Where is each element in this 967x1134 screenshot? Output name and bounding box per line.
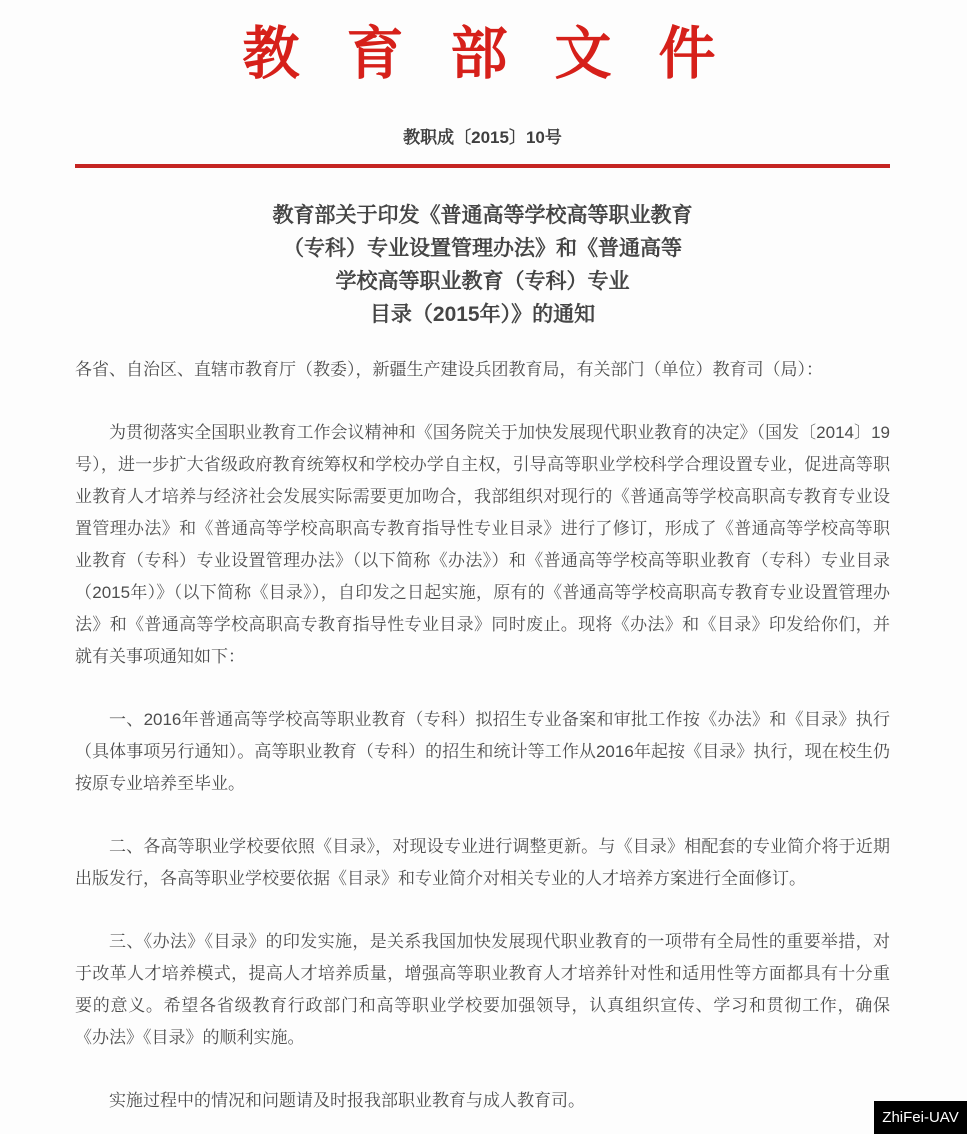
notice-title xyxy=(75,199,890,331)
paragraph-closing: 实施过程中的情况和问题请及时报我部职业教育与成人教育司。 xyxy=(109,1091,585,1110)
paragraph-intro: 为贯彻落实全国职业教育工作会议精神和《国务院关于加快发展现代职业教育的决定》（国发〔2014〕19号），进一步扩大省级政府教育统筹权和学校办学自主权，引导高等职业学校科学合理设置专业，促进高等职业教育人才培养与经济社会发展实际需要更加吻合，我部组织对现行的《普通高等学校高职高专教育专业设置管理办法》和《普通高等学校高职高专教育指导性专业目录》进行了修订，形成了《普通高等学校高等职业教育（专科）专业设置管理办法》（以下简称《办法》）和《普通高等学校高等职业教育（专科）专业目录（2015年）》（以下简称《目录》），自印发之日起实施，原有的《普通高等学校高职高专教育专业设置管理办法》和《普通高等学校高职高专教育指导性专业目录》同时废止。现将《办法》和《目录》印发给你们，并就有关事项通知如下： xyxy=(75,423,890,666)
watermark-badge: ZhiFei-UAV xyxy=(874,1101,967,1134)
red-divider xyxy=(75,164,890,168)
paragraph-item-3: 三、《办法》《目录》的印发实施，是关系我国加快发展现代职业教育的一项带有全局性的重要举措，对于改革人才培养模式，提高人才培养质量，增强高等职业教育人才培养针对性和适用性等方面都具有十分重要的意义。希望各省级教育行政部门和高等职业学校要加强领导，认真组织宣传、学习和贯彻工作，确保《办法》《目录》的顺利实施。 xyxy=(75,932,890,1047)
paragraph-item-1: 一、2016年普通高等学校高等职业教育（专科）拟招生专业备案和审批工作按《办法》和《目录》执行（具体事项另行通知）。高等职业教育（专科）的招生和统计等工作从2016年起按《目录》执行，现在校生仍按原专业培养至毕业。 xyxy=(75,710,890,793)
paragraph-item-2: 二、各高等职业学校要依照《目录》，对现设专业进行调整更新。与《目录》相配套的专业简介将于近期出版发行，各高等职业学校要依据《目录》和专业简介对相关专业的人才培养方案进行全面修订。 xyxy=(75,837,890,888)
notice-title-line: （专科）专业设置管理办法》和《普通高等 xyxy=(283,237,682,260)
agency-header-title: 教育部文件 xyxy=(242,23,763,86)
notice-title-line: 目录（2015年）》的通知 xyxy=(369,303,596,326)
document-number: 教职成〔2015〕10号 xyxy=(403,128,562,147)
notice-title-line: 教育部关于印发《普通高等学校高等职业教育 xyxy=(272,204,693,227)
notice-title-line: 学校高等职业教育（专科）专业 xyxy=(335,270,630,293)
salutation: 各省、自治区、直辖市教育厅（教委），新疆生产建设兵团教育局，有关部门（单位）教育司（局）： xyxy=(75,360,823,379)
